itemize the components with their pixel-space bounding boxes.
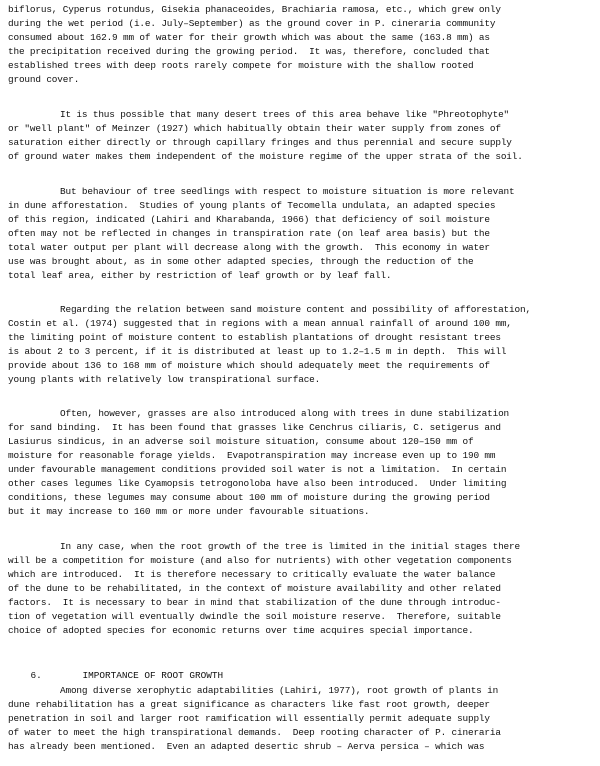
text-line: other cases legumes like Cyamopsis tetrogonoloba have also been introduced. Under limiting (8, 478, 507, 489)
text-line: It is thus possible that many desert trees of this area behave like "Phreotophyte" (60, 109, 510, 120)
text-line: provide about 136 to 168 mm of moisture which should adequately meet the requirements of (8, 360, 490, 371)
text-line: for sand binding. It has been found that grasses like Cenchrus ciliaris, C. setigerus and (8, 422, 501, 433)
text-line: total water output per plant will decrease along with the growth. This economy in water (8, 242, 490, 253)
section-number: 6. (30, 670, 42, 682)
text-line: established trees with deep roots rarely compete for moisture with the shallow rooted (8, 60, 474, 71)
text-line: Costin et al. (1974) suggested that in regions with a mean annual rainfall of around 100 mm, (8, 318, 512, 329)
text-line: Regarding the relation between sand moisture content and possibility of afforestation, (60, 304, 531, 315)
text-line: but it may increase to 160 mm or more under favourable situations. (8, 506, 370, 517)
text-line: biflorus, Cyperus rotundus, Gisekia phanaceoides, Brachiaria ramosa, etc., which grew only (8, 4, 501, 15)
text-line: choice of adopted species for economic returns over time acquires special importance. (8, 625, 474, 636)
text-line: during the wet period (i.e. July–September) as the ground cover in P. cineraria community (8, 18, 496, 29)
text-line: of this region, indicated (Lahiri and Kharabanda, 1966) that deficiency of soil moisture (8, 214, 490, 225)
text-line: the limiting point of moisture content to establish plantations of drought resistant trees (8, 332, 501, 343)
text-line: has already been mentioned. Even an adapted desertic shrub – Aerva persica – which was (8, 741, 485, 752)
text-line: under favourable management conditions provided soil water is not a limitation. In certain (8, 464, 507, 475)
text-line: use was brought about, as in some other adapted species, through the reduction of the (8, 256, 474, 267)
text-line: of ground water makes them independent of the moisture regime of the upper strata of the soil. (8, 151, 523, 162)
text-line: In any case, when the root growth of the tree is limited in the initial stages there (60, 541, 520, 552)
text-line: dune rehabilitation has a great significance as characters like fast root growth, deeper (8, 699, 490, 710)
section-title: IMPORTANCE OF ROOT GROWTH (82, 670, 224, 682)
text-line: saturation either directly or through capillary fringes and thus perennial and secure supply (8, 137, 512, 148)
text-line: in dune afforestation. Studies of young plants of Tecomella undulata, an adapted species (8, 200, 496, 211)
text-line: is about 2 to 3 percent, if it is distributed at least up to 1.2–1.5 m in depth. This will (8, 346, 507, 357)
text-line: of the dune to be rehabilitated, in the context of moisture availability and other related (8, 583, 501, 594)
text-line: young plants with relatively low transpirational surface. (8, 374, 321, 385)
text-line: But behaviour of tree seedlings with respect to moisture situation is more relevant (60, 186, 515, 197)
text-line: ground cover. (8, 74, 80, 85)
text-line: the precipitation received during the growing period. It was, therefore, concluded that (8, 46, 490, 57)
text-line: Among diverse xerophytic adaptabilities (Lahiri, 1977), root growth of plants in (60, 685, 499, 696)
text-line: Often, however, grasses are also introduced along with trees in dune stabilization (60, 408, 510, 419)
text-line: which are introduced. It is therefore necessary to critically evaluate the water balance (8, 569, 496, 580)
text-line: will be a competition for moisture (and also for nutrients) with other vegetation components (8, 555, 512, 566)
text-line: penetration in soil and larger root ramification will essentially permit adequate supply (8, 713, 490, 724)
text-line: Lasiurus sindicus, in an adverse soil moisture situation, consume about 120–150 mm of (8, 436, 474, 447)
text-line: total leaf area, either by restriction of leaf growth or by leaf fall. (8, 270, 392, 281)
text-line: conditions, these legumes may consume about 100 mm of moisture during the growing period (8, 492, 490, 503)
text-line: often may not be reflected in changes in transpiration rate (on leaf area basis) but the (8, 228, 490, 239)
text-line: consumed about 162.9 mm of water for their growth which was about the same (163.8 mm) as (8, 32, 490, 43)
text-line: or "well plant" of Meinzer (1927) which habitually obtain their water supply from zones of (8, 123, 501, 134)
text-line: tion of vegetation will eventually dwindle the soil moisture reserve. Therefore, suitable (8, 611, 501, 622)
text-line: of water to meet the high transpirational demands. Deep rooting character of P. cineraria (8, 727, 501, 738)
text-line: factors. It is necessary to bear in mind that stabilization of the dune through introduc- (8, 597, 501, 608)
text-line: moisture for reasonable forage yields. Evapotranspiration may increase even up to 190 mm (8, 450, 496, 461)
